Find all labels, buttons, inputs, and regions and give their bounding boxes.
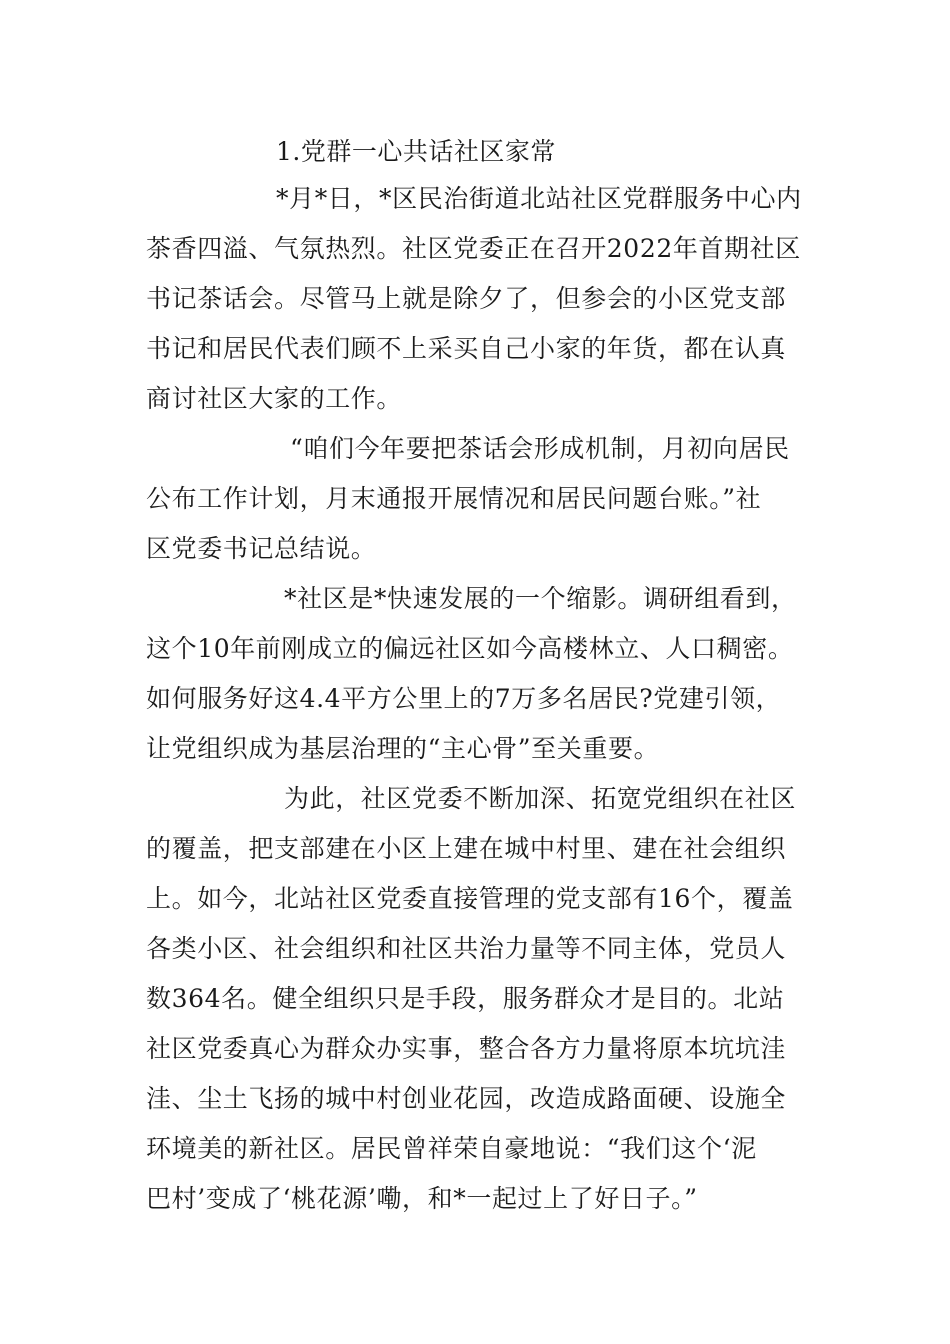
paragraph-4-line-4: 各类小区、社会组织和社区共治力量等不同主体，党员人 xyxy=(146,934,787,963)
paragraph-1-line-2: 茶香四溢、气氛热烈。社区党委正在召开2022年首期社区 xyxy=(146,234,801,263)
paragraph-1-line-5: 商讨社区大家的工作。 xyxy=(146,384,403,413)
paragraph-1-line-1: *月*日，*区民治街道北站社区党群服务中心内 xyxy=(276,184,802,213)
paragraph-3-line-4: 让党组织成为基层治理的“主心骨”至关重要。 xyxy=(146,734,660,763)
paragraph-1-line-4: 书记和居民代表们顾不上采买自己小家的年货，都在认真 xyxy=(146,334,787,363)
paragraph-4-line-9: 巴村’变成了‘桃花源’嘞，和*一起过上了好日子。” xyxy=(146,1184,698,1213)
paragraph-4-line-7: 洼、尘土飞扬的城中村创业花园，改造成路面硬、设施全 xyxy=(146,1084,787,1113)
paragraph-4-line-2: 的覆盖，把支部建在小区上建在城中村里、建在社会组织 xyxy=(146,834,787,863)
paragraph-3-line-2: 这个10年前刚成立的偏远社区如今高楼林立、人口稠密。 xyxy=(146,634,794,663)
paragraph-2-line-2: 公布工作计划，月末通报开展情况和居民问题台账。”社 xyxy=(146,484,762,513)
paragraph-3-line-3: 如何服务好这4.4平方公里上的7万多名居民?党建引领， xyxy=(146,684,782,713)
paragraph-4-line-3: 上。如今，北站社区党委直接管理的党支部有16个，覆盖 xyxy=(146,884,794,913)
paragraph-1-line-3: 书记茶话会。尽管马上就是除夕了，但参会的小区党支部 xyxy=(146,284,787,313)
section-heading: 1.党群一心共话社区家常 xyxy=(276,137,556,166)
paragraph-3-line-1: *社区是*快速发展的一个缩影。调研组看到， xyxy=(284,584,797,613)
paragraph-4-line-6: 社区党委真心为群众办实事，整合各方力量将原本坑坑洼 xyxy=(146,1034,787,1063)
paragraph-4-line-8: 环境美的新社区。居民曾祥荣自豪地说：“我们这个‘泥 xyxy=(146,1134,757,1163)
paragraph-4-line-5: 数364名。健全组织只是手段，服务群众才是目的。北站 xyxy=(146,984,785,1013)
paragraph-2-line-1: “咱们今年要把茶话会形成机制，月初向居民 xyxy=(290,434,790,463)
paragraph-2-line-3: 区党委书记总结说。 xyxy=(146,534,377,563)
paragraph-4-line-1: 为此，社区党委不断加深、拓宽党组织在社区 xyxy=(284,784,797,813)
